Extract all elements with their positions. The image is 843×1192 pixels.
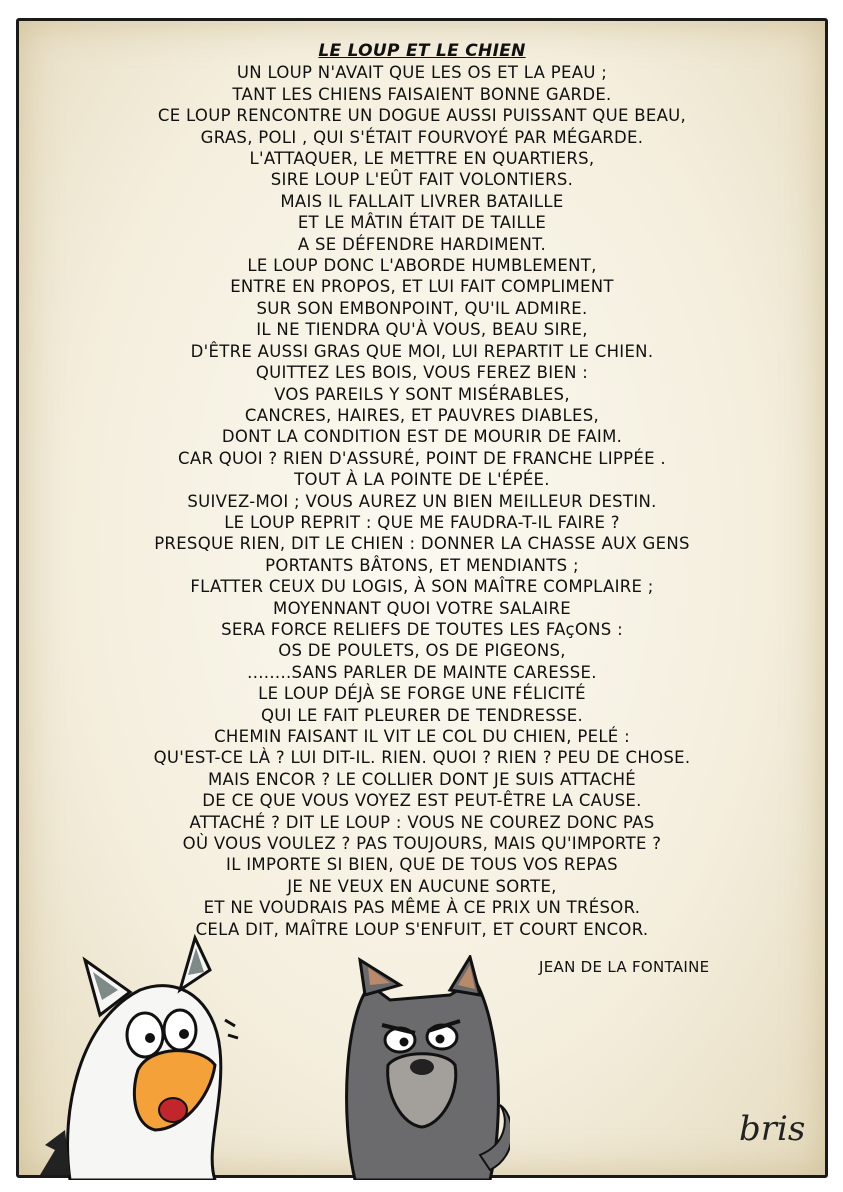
poem-author: JEAN DE LA FONTAINE bbox=[539, 958, 710, 976]
poem-line: ET NE VOUDRAIS PAS MÊME À CE PRIX UN TRÉSOR. bbox=[203, 898, 641, 918]
poem-line: JE NE VEUX EN AUCUNE SORTE, bbox=[287, 876, 557, 896]
poem-line: UN LOUP N'AVAIT QUE LES OS ET LA PEAU ; bbox=[236, 63, 608, 83]
poem-text bbox=[19, 41, 825, 940]
poem-line: DE CE QUE VOUS VOYEZ EST PEUT-ÊTRE LA CAUSE. bbox=[202, 791, 642, 811]
poem-line: SUIVEZ-MOI ; VOUS AUREZ UN BIEN MEILLEUR DESTIN. bbox=[187, 491, 657, 511]
poem-line: LE LOUP DONC L'ABORDE HUMBLEMENT, bbox=[247, 256, 597, 276]
poem-line: QU'EST-CE LÀ ? LUI DIT-IL. RIEN. QUOI ? RIEN ? PEU DE CHOSE. bbox=[153, 748, 691, 768]
artist-signature: bris bbox=[739, 1109, 806, 1149]
poem-line: CANCRES, HAIRES, ET PAUVRES DIABLES, bbox=[244, 405, 600, 425]
poem-line: ET LE MÂTIN ÉTAIT DE TAILLE bbox=[297, 213, 547, 233]
poem-line: ........SANS PARLER DE MAINTE CARESSE. bbox=[247, 662, 597, 682]
poem-line: IL IMPORTE SI BIEN, QUE DE TOUS VOS REPAS bbox=[226, 855, 618, 875]
poem-line: GRAS, POLI , QUI S'ÉTAIT FOURVOYÉ PAR MÉGARDE. bbox=[200, 127, 644, 147]
poem-line: CELA DIT, MAÎTRE LOUP S'ENFUIT, ET COURT ENCOR. bbox=[195, 919, 649, 939]
poem-line: ATTACHÉ ? DIT LE LOUP : VOUS NE COUREZ DONC PAS bbox=[189, 812, 655, 832]
poem-line: LE LOUP DÉJÀ SE FORGE UNE FÉLICITÉ bbox=[258, 684, 586, 704]
poem-line: ENTRE EN PROPOS, ET LUI FAIT COMPLIMENT bbox=[230, 277, 614, 297]
poem-line: CE LOUP RENCONTRE UN DOGUE AUSSI PUISSANT QUE BEAU, bbox=[157, 106, 687, 126]
bird-character-icon bbox=[30, 930, 270, 1180]
poem-line: SIRE LOUP L'EÛT FAIT VOLONTIERS. bbox=[270, 170, 574, 190]
poem-line: MAIS IL FALLAIT LIVRER BATAILLE bbox=[280, 191, 564, 211]
poem-line: MOYENNANT QUOI VOTRE SALAIRE bbox=[273, 598, 571, 618]
poem-line: SERA FORCE RELIEFS DE TOUTES LES FAçONS : bbox=[221, 619, 623, 639]
poem-line: L'ATTAQUER, LE METTRE EN QUARTIERS, bbox=[249, 149, 595, 169]
poem-line: QUITTEZ LES BOIS, VOUS FEREZ BIEN : bbox=[255, 363, 589, 383]
poem-line: SUR SON EMBONPOINT, QU'IL ADMIRE. bbox=[256, 298, 588, 318]
poem-line: OÙ VOUS VOULEZ ? PAS TOUJOURS, MAIS QU'IMPORTE ? bbox=[182, 834, 662, 854]
poem-line: TANT LES CHIENS FAISAIENT BONNE GARDE. bbox=[232, 84, 612, 104]
poem-line: DONT LA CONDITION EST DE MOURIR DE FAIM. bbox=[221, 427, 623, 447]
poem-line: TOUT À LA POINTE DE L'ÉPÉE. bbox=[294, 470, 550, 490]
poem-line: FLATTER CEUX DU LOGIS, À SON MAÎTRE COMPLAIRE ; bbox=[190, 577, 654, 597]
poem-title: LE LOUP ET LE CHIEN bbox=[318, 41, 526, 61]
poem-line: IL NE TIENDRA QU'À VOUS, BEAU SIRE, bbox=[256, 320, 588, 340]
poem-line: D'ÊTRE AUSSI GRAS QUE MOI, LUI REPARTIT LE CHIEN. bbox=[190, 341, 654, 361]
poem-line: LE LOUP REPRIT : QUE ME FAUDRA-T-IL FAIRE ? bbox=[224, 512, 620, 532]
poem-line: VOS PAREILS Y SONT MISÉRABLES, bbox=[274, 384, 570, 404]
poem-line: QUI LE FAIT PLEURER DE TENDRESSE. bbox=[260, 705, 584, 725]
poem-line: OS DE POULETS, OS DE PIGEONS, bbox=[278, 641, 566, 661]
poem-line: A SE DÉFENDRE HARDIMENT. bbox=[297, 234, 547, 254]
poem-line: CAR QUOI ? RIEN D'ASSURÉ, POINT DE FRANCHE LIPPÉE . bbox=[178, 448, 666, 468]
poem-line: PRESQUE RIEN, DIT LE CHIEN : DONNER LA CHASSE AUX GENS bbox=[154, 534, 690, 554]
poem-line: CHEMIN FAISANT IL VIT LE COL DU CHIEN, PELÉ : bbox=[214, 727, 630, 746]
wolf-character-icon bbox=[330, 955, 510, 1180]
poem-line: PORTANTS BÂTONS, ET MENDIANTS ; bbox=[265, 555, 579, 575]
poem-line: MAIS ENCOR ? LE COLLIER DONT JE SUIS ATTACHÉ bbox=[207, 769, 637, 789]
